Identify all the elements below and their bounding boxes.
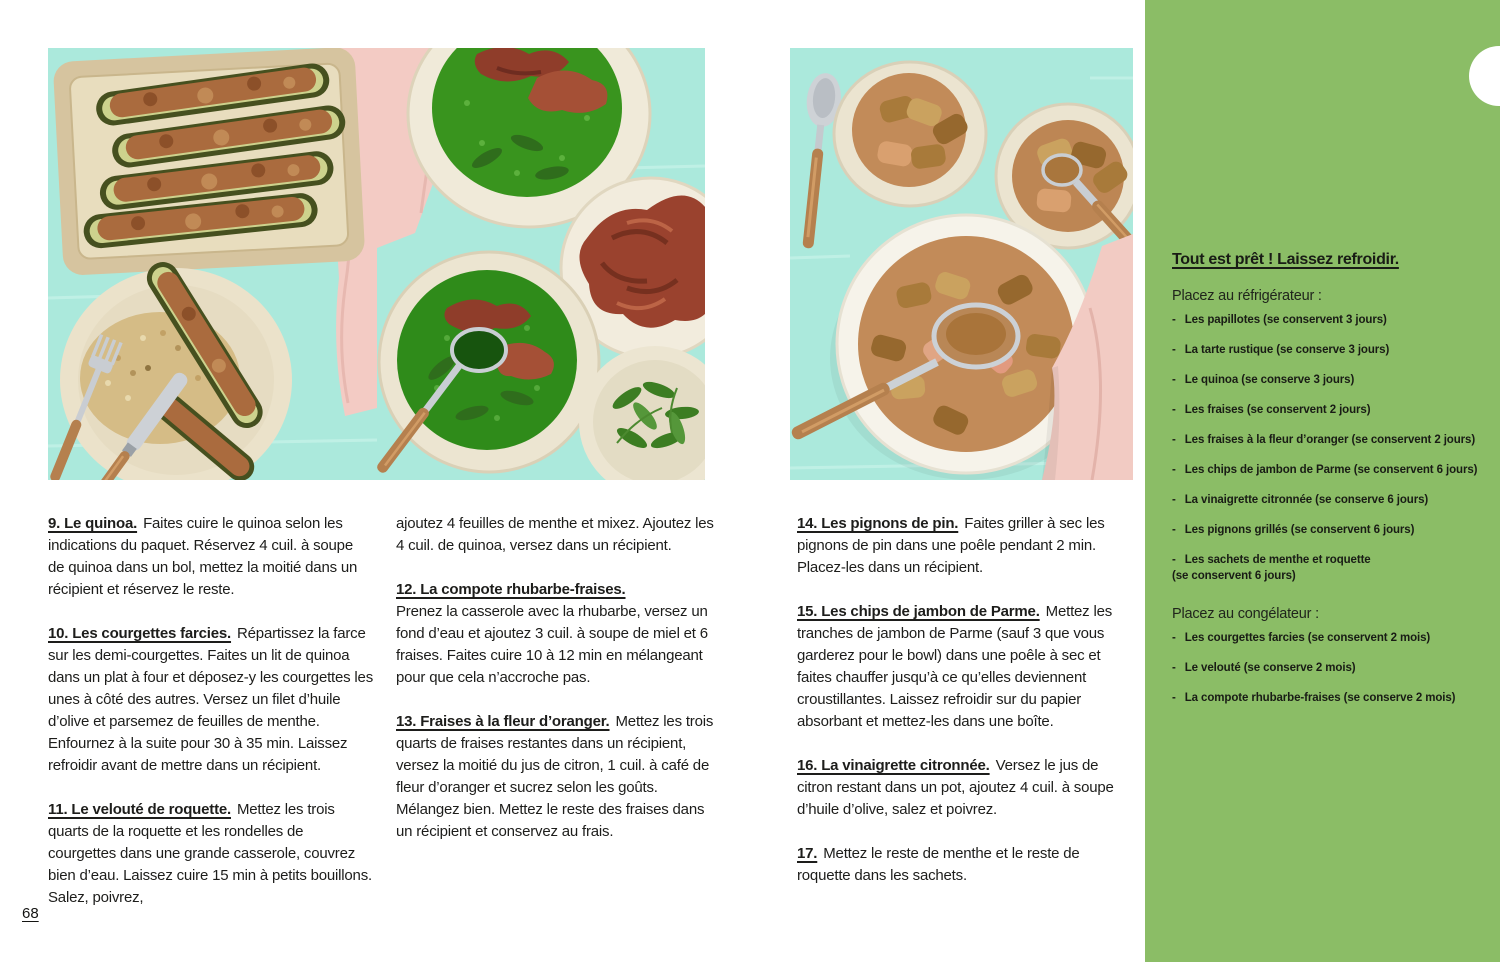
dash-bullet: - [1172, 434, 1176, 446]
step-paragraph [797, 513, 1115, 579]
step-text: Mettez les trois quarts de la roquette et les rondelles de courgettes dans une grande casserole, couvrez bien d’eau. Laissez cuire 15 min à petits bouillons. Salez, poivrez, [48, 801, 372, 906]
storage-list-item: - La tarte rustique (se conserve 3 jours) [1172, 344, 1390, 356]
dash-bullet: - [1172, 464, 1176, 476]
photo-courgettes-farcies [48, 48, 377, 480]
step-heading: 9. Le quinoa. [48, 515, 138, 532]
storage-list-item: - Les pignons grillés (se conservent 6 jours) [1172, 524, 1415, 536]
step-heading: 15. Les chips de jambon de Parme. [797, 603, 1040, 620]
sidebar-title: Tout est prêt ! Laissez refroidir. [1172, 251, 1399, 268]
step-paragraph [396, 513, 718, 557]
step-paragraph [48, 513, 373, 601]
fridge-list [1172, 313, 1482, 584]
steps-column-1 [48, 513, 373, 909]
dash-bullet: - [1172, 344, 1176, 356]
step-heading: 12. La compote rhubarbe-fraises. [396, 581, 626, 598]
storage-list-item: - Les papillotes (se conservent 3 jours) [1172, 314, 1387, 326]
dash-bullet: - [1172, 632, 1176, 644]
step-paragraph [797, 755, 1115, 821]
step-text: Mettez le reste de menthe et le reste de roquette dans les sachets. [797, 845, 1080, 884]
freezer-list [1172, 631, 1482, 706]
step-paragraph [48, 623, 373, 777]
storage-list-item: - Les courgettes farcies (se conservent 2 mois) [1172, 632, 1431, 644]
page-corner-circle [1469, 46, 1500, 106]
step-paragraph [797, 601, 1115, 733]
step-text: Versez le jus de citron restant dans un pot, ajoutez 4 cuil. à soupe d’huile d’olive, salez et poivrez. [797, 757, 1114, 818]
freezer-section-label: Placez au congélateur : [1172, 606, 1319, 622]
storage-list-item: - Les fraises (se conservent 2 jours) [1172, 404, 1371, 416]
page-number: 68 [22, 905, 39, 922]
step-heading: 11. Le velouté de roquette. [48, 801, 231, 818]
storage-list-item: - La vinaigrette citronnée (se conserve 6 jours) [1172, 494, 1429, 506]
step-paragraph [396, 579, 718, 689]
storage-list-item: - Le velouté (se conserve 2 mois) [1172, 662, 1356, 674]
storage-list-item: - Les fraises à la fleur d’oranger (se conservent 2 jours) [1172, 434, 1476, 446]
step-heading: 10. Les courgettes farcies. [48, 625, 232, 642]
fridge-section-label: Placez au réfrigérateur : [1172, 288, 1322, 304]
photo-compote-rhubarbe-fraises [790, 48, 1133, 480]
storage-item-continuation: (se conservent 6 jours) [1172, 570, 1296, 582]
step-text: Mettez les tranches de jambon de Parme (sauf 3 que vous garderez pour le bowl) dans une poêle à sec et faites chauffer jusqu’à ce qu’elles deviennent croustillantes. Laissez refroidir sur du papier absorbant et mettez-les dans une boîte. [797, 603, 1113, 730]
step-text: Prenez la casserole avec la rhubarbe, versez un fond d’eau et ajoutez 3 cuil. à soupe de miel et 6 fraises. Faites cuire 10 à 12 min en mélangeant pour que cela n’accroche pas. [396, 603, 708, 686]
step-text: Faites cuire le quinoa selon les indications du paquet. Réservez 4 cuil. à soupe de quinoa dans un bol, mettez la moitié dans un récipient et réservez le reste. [48, 515, 358, 598]
dash-bullet: - [1172, 692, 1176, 704]
step-text: Répartissez la farce sur les demi-courgettes. Faites un lit de quinoa dans un plat à four et déposez-y les courgettes les unes à côté des autres. Versez un filet d’huile d’olive et parsemez de feuilles de menthe. Enfournez à la suite pour 30 à 35 min. Laissez refroidir avant de mettre dans un récipient. [48, 625, 374, 774]
dash-bullet: - [1172, 554, 1176, 566]
dash-bullet: - [1172, 374, 1176, 386]
storage-list-item: - La compote rhubarbe-fraises (se conserve 2 mois) [1172, 692, 1456, 704]
step-heading: 17. [797, 845, 818, 862]
photo-veloute-roquette [377, 48, 705, 480]
dash-bullet: - [1172, 494, 1176, 506]
step-heading: 13. Fraises à la fleur d’oranger. [396, 713, 610, 730]
dash-bullet: - [1172, 314, 1176, 326]
step-heading: 14. Les pignons de pin. [797, 515, 959, 532]
steps-column-2 [396, 513, 718, 843]
step-paragraph [48, 799, 373, 909]
step-text: ajoutez 4 feuilles de menthe et mixez. Ajoutez les 4 cuil. de quinoa, versez dans un récipient. [396, 515, 714, 554]
step-text: Faites griller à sec les pignons de pin dans une poêle pendant 2 min. Placez-les dans un récipient. [797, 515, 1105, 576]
step-text: Mettez les trois quarts de fraises restantes dans un récipient, versez la moitié du jus de citron, 1 cuil. à café de fleur d’oranger et sucrez selon les goûts. Mélangez bien. Mettez le reste des fraises dans un récipient et conservez au frais. [396, 713, 714, 840]
dash-bullet: - [1172, 524, 1176, 536]
steps-column-3 [797, 513, 1115, 887]
storage-list-item: - Le quinoa (se conserve 3 jours) [1172, 374, 1355, 386]
dash-bullet: - [1172, 662, 1176, 674]
step-heading: 16. La vinaigrette citronnée. [797, 757, 990, 774]
storage-list-item: - Les sachets de menthe et roquette (se conservent 6 jours) [1172, 553, 1482, 584]
step-paragraph [396, 711, 718, 843]
step-paragraph [797, 843, 1115, 887]
storage-sidebar [1145, 0, 1500, 962]
storage-list-item: - Les chips de jambon de Parme (se conservent 6 jours) [1172, 464, 1478, 476]
dash-bullet: - [1172, 404, 1176, 416]
